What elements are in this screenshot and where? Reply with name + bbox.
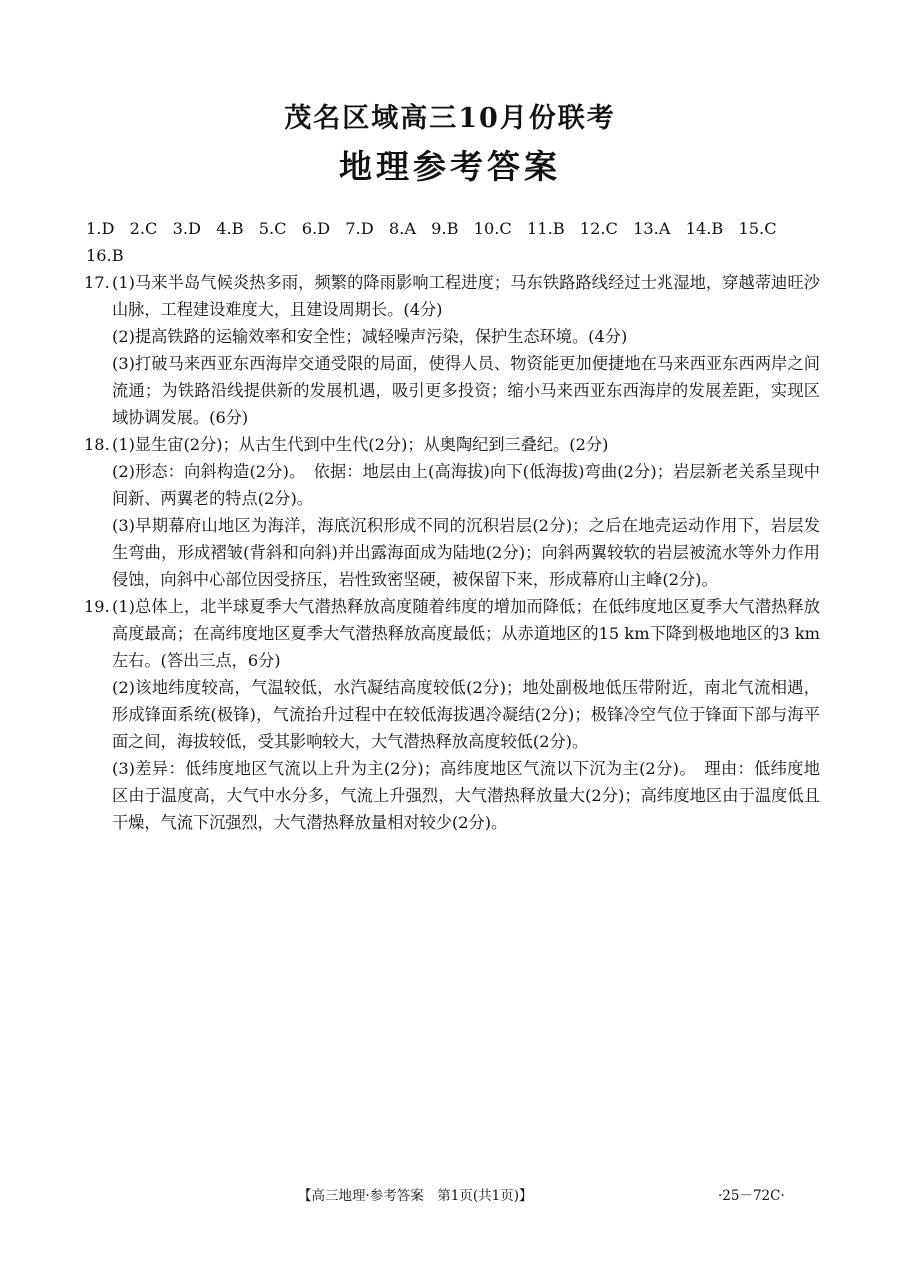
question-body (112, 431, 820, 593)
choice-answer: 5.C (258, 219, 287, 238)
choice-answer: 3.D (172, 219, 202, 238)
document-title: 茂名区域高三10月份联考 (284, 103, 616, 134)
choice-answer: 10.C (473, 219, 512, 238)
answer-part: (3)早期幕府山地区为海洋，海底沉积形成不同的沉积岩层(2分)；之后在地壳运动作用下，岩层发生弯曲，形成褶皱(背斜和向斜)并出露海面成为陆地(2分)；向斜两翼较软的岩层被流水等外力作用侵蚀，向斜中心部位因受挤压，岩性致密坚硬，被保留下来，形成幕府山主峰(2分)。 (112, 516, 820, 589)
answer-part: (3)打破马来西亚东西海岸交通受限的局面，使得人员、物资能更加便捷地在马来西亚东西两岸之间流通；为铁路沿线提供新的发展机遇，吸引更多投资；缩小马来西亚东西海岸的发展差距，实现区域协调发展。(6分) (112, 354, 820, 427)
answer-part: (3)差异：低纬度地区气流以上升为主(2分)；高纬度地区气流以下沉为主(2分)。 理由：低纬度地区由于温度高，大气中水分多，气流上升强烈，大气潜热释放量大(2分)；高纬度地区由于温度低且干燥，气流下沉强烈，大气潜热释放量相对较少(2分)。 (112, 759, 820, 832)
answer-part: (1)总体上，北半球夏季大气潜热释放高度随着纬度的增加而降低；在低纬度地区夏季大气潜热释放高度最高；在高纬度地区夏季大气潜热释放高度最低；从赤道地区的15 km下降到极地地区的3 km左右。(答出三点，6分) (112, 597, 820, 670)
choice-answer: 11.B (526, 219, 565, 238)
choice-answer: 14.B (685, 219, 724, 238)
choice-answer: 7.D (345, 219, 374, 238)
choice-answer: 9.B (431, 219, 459, 238)
choice-answer: 2.C (129, 219, 158, 238)
answer-part: (1)显生宙(2分)；从古生代到中生代(2分)；从奥陶纪到三叠纪。(2分) (112, 435, 609, 454)
answer-part: (2)形态：向斜构造(2分)。 依据：地层由上(高海拔)向下(低海拔)弯曲(2分)；岩层新老关系呈现中间新、两翼老的特点(2分)。 (112, 462, 820, 508)
choice-answer-list (86, 215, 820, 269)
footer-page-info: 【高三地理·参考答案 第1页(共1页)】 (298, 1188, 533, 1204)
choice-answer: 16.B (86, 246, 124, 265)
question-number: 17. (84, 273, 110, 292)
question-17 (86, 269, 820, 431)
footer-code: ·25－72C· (718, 1188, 785, 1204)
choice-answer: 1.D (86, 219, 115, 238)
choice-answer: 13.A (633, 219, 671, 238)
answer-content (86, 215, 820, 836)
question-19 (86, 593, 820, 836)
question-body (112, 593, 820, 836)
answer-part: (1)马来半岛气候炎热多雨，频繁的降雨影响工程进度；马东铁路路线经过士兆湿地，穿越蒂迪旺沙山脉，工程建设难度大，且建设周期长。(4分) (112, 273, 820, 319)
answer-part: (2)该地纬度较高，气温较低，水汽凝结高度较低(2分)；地处副极地低压带附近，南北气流相遇，形成锋面系统(极锋)，气流抬升过程中在较低海拔遇冷凝结(2分)；极锋冷空气位于锋面下部与海平面之间，海拔较低，受其影响较大，大气潜热释放高度较低(2分)。 (112, 678, 820, 751)
question-body (112, 269, 820, 431)
document-subtitle: 地理参考答案 (339, 147, 561, 186)
question-number: 19. (84, 597, 110, 616)
choice-answer: 12.C (579, 219, 618, 238)
choice-answer: 6.D (301, 219, 331, 238)
choice-answer: 8.A (388, 219, 417, 238)
question-18 (86, 431, 820, 593)
question-number: 18. (84, 435, 110, 454)
choice-answer: 4.B (216, 219, 244, 238)
choice-answer: 15.C (738, 219, 777, 238)
answer-part: (2)提高铁路的运输效率和安全性；减轻噪声污染，保护生态环境。(4分) (112, 327, 628, 346)
